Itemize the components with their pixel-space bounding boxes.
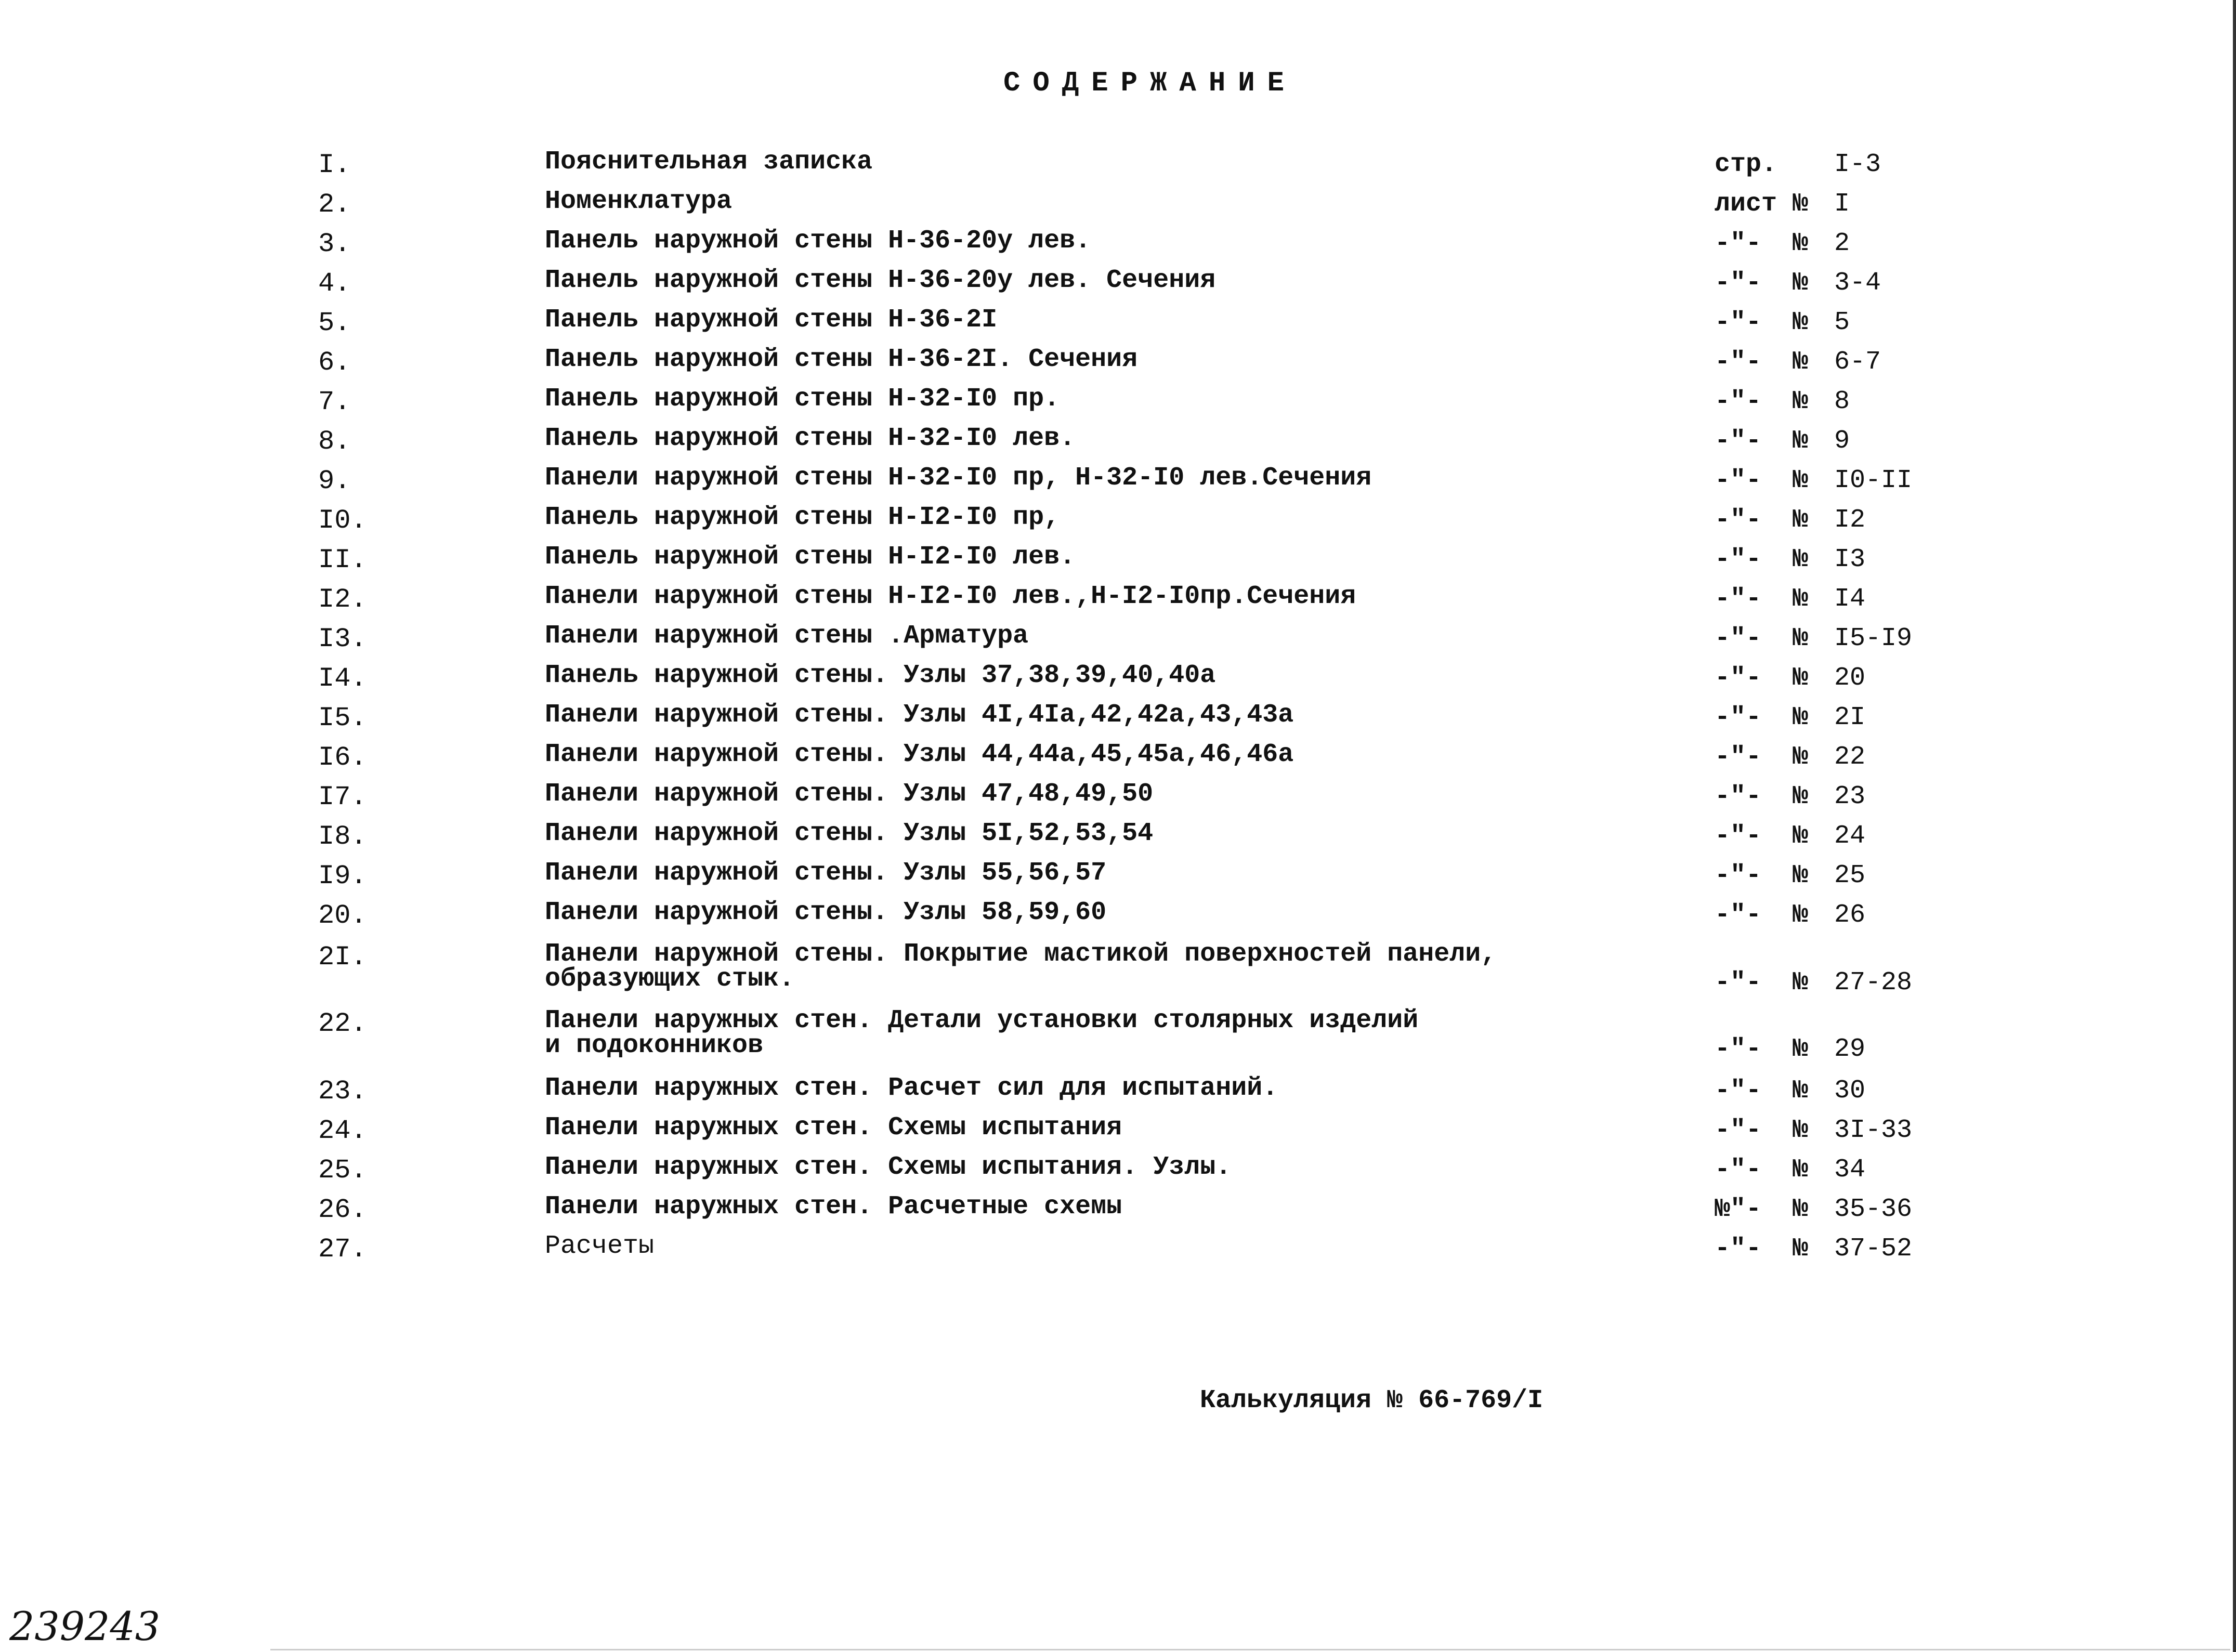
item-unit: -"- xyxy=(1715,1116,1762,1145)
item-title: Панель наружной стены Н-32-I0 лев. xyxy=(545,424,1076,453)
item-title xyxy=(545,1008,1418,1058)
item-title: Панель наружной стены Н-36-20у лев. Сечения xyxy=(545,266,1216,295)
item-title: Панели наружной стены Н-I2-I0 лев.,Н-I2-I0пр.Сечения xyxy=(545,582,1356,611)
list-item xyxy=(0,939,2236,1004)
item-unit: -"- xyxy=(1715,505,1762,535)
item-number: I4. xyxy=(318,663,367,694)
item-number: I7. xyxy=(318,782,367,812)
item-no-sign: № xyxy=(1793,466,1809,495)
item-number: I9. xyxy=(318,861,367,891)
item-title: Панели наружных стен. Расчетные схемы xyxy=(545,1192,1122,1222)
item-unit: -"- xyxy=(1715,861,1762,890)
item-page: 24 xyxy=(1834,821,1866,851)
item-reference xyxy=(1715,663,1865,693)
item-page: 8 xyxy=(1834,387,1850,416)
item-reference xyxy=(1715,426,1850,456)
item-unit: -"- xyxy=(1715,782,1762,811)
item-no-sign: № xyxy=(1793,1195,1809,1224)
item-page: 6-7 xyxy=(1834,347,1881,377)
item-page: I0-II xyxy=(1834,466,1913,495)
item-reference xyxy=(1715,466,1912,495)
item-no-sign: № xyxy=(1793,742,1809,772)
list-item xyxy=(0,147,2236,189)
item-no-sign: № xyxy=(1793,189,1809,219)
item-unit: -"- xyxy=(1715,742,1762,772)
item-no-sign: № xyxy=(1793,347,1809,377)
list-item xyxy=(0,268,2236,308)
item-title: Панель наружной стены Н-36-2I xyxy=(545,305,998,335)
item-reference xyxy=(1715,624,1912,653)
item-title-line-2: образующих стык. xyxy=(545,964,795,994)
item-number: 25. xyxy=(318,1155,367,1186)
item-number: 8. xyxy=(318,426,351,457)
list-item xyxy=(0,542,2236,584)
item-reference xyxy=(1715,742,1865,772)
item-reference xyxy=(1715,1116,1912,1145)
item-reference xyxy=(1715,703,1865,732)
item-number: I5. xyxy=(318,703,367,733)
item-no-sign: № xyxy=(1793,308,1809,337)
list-item xyxy=(0,305,2236,347)
item-page: 3-4 xyxy=(1834,268,1881,298)
item-unit: -"- xyxy=(1715,1034,1762,1064)
item-unit: -"- xyxy=(1715,268,1762,298)
item-title: Номенклатура xyxy=(545,187,733,216)
item-page: 29 xyxy=(1834,1034,1866,1064)
item-unit: -"- xyxy=(1715,466,1762,495)
item-number: 5. xyxy=(318,308,351,338)
list-item xyxy=(0,1152,2236,1195)
item-number: 2. xyxy=(318,189,351,220)
item-unit: -"- xyxy=(1715,663,1762,693)
calculation-number: Калькуляция № 66-769/I xyxy=(1200,1386,1544,1415)
item-reference xyxy=(1715,1155,1865,1185)
item-reference xyxy=(1715,968,1912,998)
item-title: Панели наружных стен. Схемы испытания. Узлы. xyxy=(545,1152,1232,1182)
list-item xyxy=(0,384,2236,426)
item-unit: -"- xyxy=(1715,229,1762,258)
item-page: I5-I9 xyxy=(1834,624,1913,653)
item-no-sign: № xyxy=(1793,545,1809,574)
item-title: Панели наружных стен. Расчет сил для испытаний. xyxy=(545,1073,1278,1103)
item-page: 23 xyxy=(1834,782,1866,811)
list-item xyxy=(0,505,2236,545)
list-item xyxy=(0,779,2236,821)
item-reference xyxy=(1715,861,1865,890)
list-item xyxy=(0,347,2236,387)
item-number: I0. xyxy=(318,505,367,536)
list-item xyxy=(0,584,2236,624)
item-page: 30 xyxy=(1834,1076,1866,1106)
item-unit: -"- xyxy=(1715,545,1762,574)
item-reference xyxy=(1715,584,1865,614)
item-unit: -"- xyxy=(1715,624,1762,653)
item-page: 2I xyxy=(1834,703,1866,732)
item-number: I8. xyxy=(318,821,367,852)
list-item xyxy=(0,858,2236,900)
item-page: 3I-33 xyxy=(1834,1116,1913,1145)
item-title: Панели наружной стены .Арматура xyxy=(545,621,1029,651)
item-unit: -"- xyxy=(1715,968,1762,998)
item-no-sign: № xyxy=(1793,505,1809,535)
item-no-sign: № xyxy=(1793,782,1809,811)
item-no-sign: № xyxy=(1793,821,1809,851)
item-page: 25 xyxy=(1834,861,1866,890)
item-reference xyxy=(1715,229,1850,258)
item-unit: -"- xyxy=(1715,1076,1762,1106)
item-reference xyxy=(1715,268,1881,298)
list-item xyxy=(0,663,2236,703)
list-item xyxy=(0,1113,2236,1155)
list-item xyxy=(0,426,2236,466)
item-title: Панели наружной стены. Узлы 44,44а,45,45а,46,46а xyxy=(545,740,1294,769)
item-page: 20 xyxy=(1834,663,1866,693)
item-no-sign: № xyxy=(1793,268,1809,298)
item-reference xyxy=(1715,1195,1912,1224)
list-item xyxy=(0,1073,2236,1116)
item-reference xyxy=(1715,1034,1865,1064)
item-no-sign: № xyxy=(1793,584,1809,614)
item-no-sign: № xyxy=(1793,1234,1809,1264)
item-title: Панель наружной стены. Узлы 37,38,39,40,40а xyxy=(545,661,1216,690)
item-number: 4. xyxy=(318,268,351,299)
item-title: Панели наружной стены. Узлы 55,56,57 xyxy=(545,858,1107,888)
item-number: I2. xyxy=(318,584,367,615)
item-page: 26 xyxy=(1834,900,1866,930)
item-number: 26. xyxy=(318,1195,367,1225)
item-unit: -"- xyxy=(1715,821,1762,851)
item-unit: -"- xyxy=(1715,900,1762,930)
item-reference xyxy=(1715,782,1865,811)
item-title-line: Панели наружной стены. Покрытие мастикой поверхностей панели, xyxy=(545,939,1497,969)
item-unit: -"- xyxy=(1715,308,1762,337)
item-reference xyxy=(1715,387,1850,416)
item-title: Расчеты xyxy=(545,1231,655,1261)
item-reference xyxy=(1715,150,1881,179)
item-reference xyxy=(1715,821,1865,851)
item-unit: -"- xyxy=(1715,584,1762,614)
item-number: I6. xyxy=(318,742,367,773)
item-page: 35-36 xyxy=(1834,1195,1913,1224)
item-number: 23. xyxy=(318,1076,367,1107)
item-number: I. xyxy=(318,150,351,180)
item-number: 9. xyxy=(318,466,351,496)
item-number: 2I. xyxy=(318,942,367,973)
item-title: Панели наружной стены. Узлы 47,48,49,50 xyxy=(545,779,1154,809)
item-unit: -"- xyxy=(1715,1234,1762,1264)
item-number: I3. xyxy=(318,624,367,654)
item-number: 22. xyxy=(318,1008,367,1039)
item-unit: стр. xyxy=(1715,150,1777,179)
item-no-sign: № xyxy=(1793,861,1809,890)
list-item xyxy=(0,621,2236,663)
item-title: Панели наружной стены. Узлы 58,59,60 xyxy=(545,898,1107,927)
item-reference xyxy=(1715,308,1850,337)
item-no-sign: № xyxy=(1793,624,1809,653)
item-page: 37-52 xyxy=(1834,1234,1913,1264)
list-item xyxy=(0,226,2236,268)
item-title: Панели наружной стены. Узлы 5I,52,53,54 xyxy=(545,819,1154,848)
item-no-sign: № xyxy=(1793,663,1809,693)
item-number: 7. xyxy=(318,387,351,417)
list-item xyxy=(0,189,2236,229)
item-page: 5 xyxy=(1834,308,1850,337)
item-unit: -"- xyxy=(1715,426,1762,456)
item-page: I-3 xyxy=(1834,150,1881,179)
item-reference xyxy=(1715,545,1865,574)
item-title: Панель наружной стены Н-I2-I0 пр, xyxy=(545,503,1060,532)
item-unit: -"- xyxy=(1715,347,1762,377)
item-reference xyxy=(1715,1076,1865,1106)
item-title: Панели наружных стен. Схемы испытания xyxy=(545,1113,1122,1143)
list-item xyxy=(0,1008,2236,1071)
list-item xyxy=(0,1231,2236,1274)
item-number: 20. xyxy=(318,900,367,931)
item-unit: -"- xyxy=(1715,703,1762,732)
item-reference xyxy=(1715,1234,1912,1264)
handwritten-inventory-number: 239243 xyxy=(9,1603,161,1649)
bottom-divider xyxy=(270,1649,2230,1650)
item-no-sign: № xyxy=(1793,900,1809,930)
item-no-sign: № xyxy=(1793,1116,1809,1145)
item-no-sign: № xyxy=(1793,1076,1809,1106)
item-page: 34 xyxy=(1834,1155,1866,1185)
list-item xyxy=(0,742,2236,782)
item-no-sign: № xyxy=(1793,1034,1809,1064)
item-unit: №"- xyxy=(1715,1195,1762,1224)
item-page: I xyxy=(1834,189,1850,219)
item-number: 24. xyxy=(318,1116,367,1146)
item-title: Панель наружной стены Н-36-2I. Сечения xyxy=(545,345,1138,374)
item-page: I3 xyxy=(1834,545,1866,574)
page-title: СОДЕРЖАНИЕ xyxy=(1003,68,1297,99)
item-no-sign: № xyxy=(1793,968,1809,998)
item-no-sign: № xyxy=(1793,387,1809,416)
item-title: Панель наружной стены Н-36-20у лев. xyxy=(545,226,1091,256)
item-title xyxy=(545,939,1497,994)
item-unit: -"- xyxy=(1715,1155,1762,1185)
item-page: I2 xyxy=(1834,505,1866,535)
item-reference xyxy=(1715,189,1850,219)
item-reference xyxy=(1715,900,1865,930)
item-reference xyxy=(1715,505,1865,535)
item-title: Панель наружной стены Н-I2-I0 лев. xyxy=(545,542,1076,572)
item-title: Панель наружной стены Н-32-I0 пр. xyxy=(545,384,1060,414)
item-number: 3. xyxy=(318,229,351,259)
item-reference xyxy=(1715,347,1881,377)
item-page: 22 xyxy=(1834,742,1866,772)
item-no-sign: № xyxy=(1793,1155,1809,1185)
item-page: I4 xyxy=(1834,584,1866,614)
item-number: 6. xyxy=(318,347,351,378)
item-page: 27-28 xyxy=(1834,968,1913,998)
list-item xyxy=(0,900,2236,940)
item-title: Панели наружной стены. Узлы 4I,4Iа,42,42а,43,43а xyxy=(545,700,1294,730)
item-title-line: Панели наружных стен. Детали установки столярных изделий xyxy=(545,1006,1419,1035)
list-item xyxy=(0,700,2236,742)
list-item xyxy=(0,821,2236,861)
list-item xyxy=(0,1192,2236,1234)
item-title: Пояснительная записка xyxy=(545,147,873,177)
item-number: II. xyxy=(318,545,367,575)
item-page: 2 xyxy=(1834,229,1850,258)
item-no-sign: № xyxy=(1793,703,1809,732)
item-no-sign: № xyxy=(1793,229,1809,258)
list-item xyxy=(0,463,2236,505)
item-page: 9 xyxy=(1834,426,1850,456)
item-title: Панели наружной стены Н-32-I0 пр, Н-32-I0 лев.Сечения xyxy=(545,463,1372,493)
item-title-line-2: и подоконников xyxy=(545,1031,764,1060)
item-unit: -"- xyxy=(1715,387,1762,416)
item-unit: лист xyxy=(1715,189,1777,219)
item-no-sign: № xyxy=(1793,426,1809,456)
item-number: 27. xyxy=(318,1234,367,1265)
